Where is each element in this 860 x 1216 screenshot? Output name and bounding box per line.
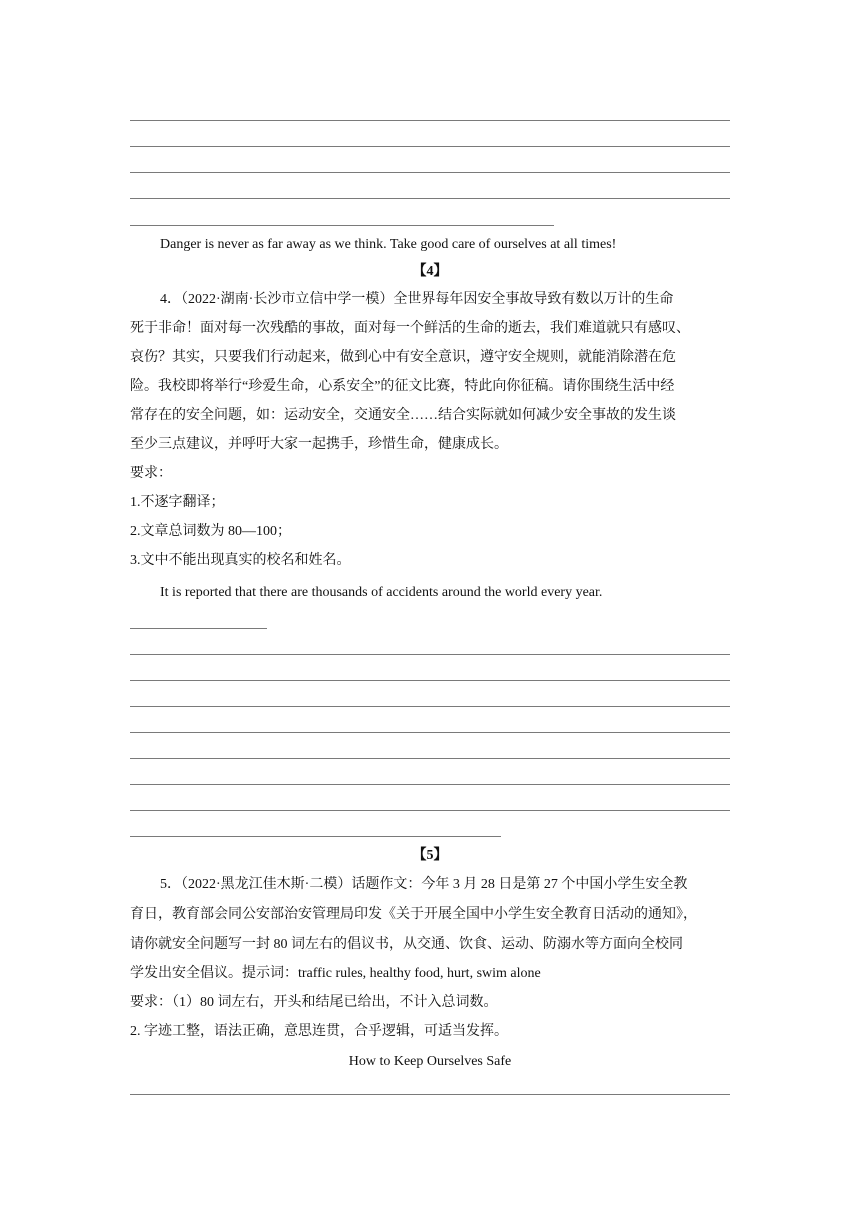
- requirement-item: 2.文章总词数为 80—100；: [130, 524, 291, 539]
- answer-line: [130, 654, 730, 655]
- answer-line: [130, 680, 730, 681]
- answer-line-short: [130, 628, 267, 629]
- requirement-item: 1.不逐字翻译；: [130, 495, 225, 510]
- question-4-text: 死于非命！面对每一次残酷的事故，面对每一个鲜活的生命的逝去，我们难道就只有感叹、: [130, 321, 690, 336]
- question-5-number: 【5】: [412, 848, 448, 863]
- answer-line-short: [130, 836, 501, 837]
- answer-line: [130, 784, 730, 785]
- answer-line: [130, 706, 730, 707]
- question-5-requirement: 2. 字迹工整，语法正确，意思连贯，合乎逻辑，可适当发挥。: [130, 1024, 508, 1039]
- question-5-text: 请你就安全问题写一封 80 词左右的倡议书，从交通、饮食、运动、防溺水等方面向全校同: [130, 937, 683, 952]
- requirements-title: 要求：: [130, 466, 172, 481]
- answer-line: [130, 1094, 730, 1095]
- answer-line: [130, 172, 730, 173]
- question-5-requirement: 要求：（1）80 词左右，开头和结尾已给出，不计入总词数。: [130, 995, 498, 1010]
- question-4-text: 哀伤？其实，只要我们行动起来，做到心中有安全意识，遵守安全规则，就能消除潜在危: [130, 350, 676, 365]
- question-5-text: 5．（2022·黑龙江佳木斯·二模）话题作文：今年 3 月 28 日是第 27 个中国小学生安全教: [160, 877, 688, 892]
- closing-sentence: Danger is never as far away as we think. Take good care of ourselves at all times!: [160, 237, 617, 252]
- opening-sentence: It is reported that there are thousands of accidents around the world every year.: [160, 585, 603, 600]
- essay-title: How to Keep Ourselves Safe: [348, 1054, 512, 1069]
- question-4-text: 4．（2022·湖南·长沙市立信中学一模）全世界每年因安全事故导致有数以万计的生命: [160, 292, 674, 307]
- requirement-item: 3.文中不能出现真实的校名和姓名。: [130, 553, 351, 568]
- answer-line: [130, 146, 730, 147]
- answer-line: [130, 758, 730, 759]
- answer-line: [130, 732, 730, 733]
- answer-line: [130, 120, 730, 121]
- question-5-text: 育日，教育部会同公安部治安管理局印发《关于开展全国中小学生安全教育日活动的通知》，: [130, 907, 697, 922]
- answer-line: [130, 198, 730, 199]
- question-4-text: 常存在的安全问题，如：运动安全，交通安全……结合实际就如何减少安全事故的发生谈: [130, 408, 676, 423]
- answer-line: [130, 810, 730, 811]
- question-4-number: 【4】: [412, 264, 448, 279]
- answer-line-short: [130, 225, 554, 226]
- question-4-text: 险。我校即将举行“珍爱生命，心系安全”的征文比赛，特此向你征稿。请你围绕生活中经: [130, 379, 675, 394]
- question-4-text: 至少三点建议，并呼吁大家一起携手，珍惜生命，健康成长。: [130, 437, 508, 452]
- question-5-text: 学发出安全倡议。提示词：traffic rules, healthy food, hurt, swim alone: [130, 966, 541, 981]
